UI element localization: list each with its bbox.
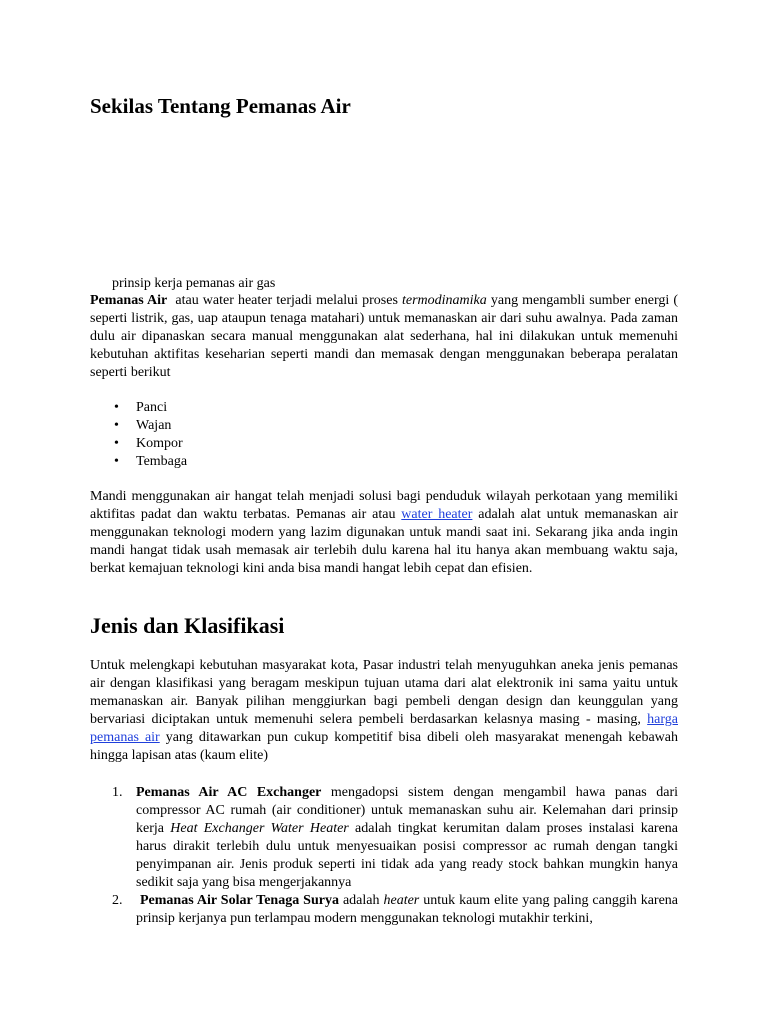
text-run: adalah tingkat kerumitan dalam proses instalasi karena harus dirakit terlebih dulu untuk menyesuaikan posisi compressor ac rumah dengan tangki penyimpanan air. Jenis produk seperti ini tidak ada yang ready stock bahkan mungkin hanya sedikit saja yang bisa mengerjakannya xyxy=(136,821,678,890)
text-run: mengadopsi sistem dengan mengambil hawa panas dari compressor AC rumah (air conditioner) untuk memanaskan suhu air. Kelemahan dari prinsip kerja xyxy=(136,785,678,836)
list-item xyxy=(90,784,678,892)
text-run: adalah alat untuk memanaskan air menggunakan teknologi modern yang lazim digunakan untuk mandi saat ini. Sekarang jika anda ingin mandi hangat tidak usah memasak air terlebih dulu karena hal itu hanya akan membuang waktu saja, berkat kemajuan teknologi kini anda bisa mandi hangat lebih cepat dan efisien. xyxy=(90,507,678,576)
list-item: • Kompor xyxy=(90,435,187,453)
italic-term: Heat Exchanger Water Heater xyxy=(170,821,349,836)
text-run: yang mengambli sumber energi ( seperti listrik, gas, uap ataupun tenaga matahari) untuk memanaskan air dari suhu awalnya. Pada zaman dulu air dipanaskan secara manual menggunakan alat sederhana, hal ini dilakukan untuk memenuhi kebutuhan aktifitas keseharian seperti mandi dan memasak dengan menggunakan beberapa peralatan seperti berikut xyxy=(90,293,678,380)
text-run: atau water heater terjadi melalui proses xyxy=(167,293,402,308)
italic-term: termodinamika xyxy=(402,293,487,308)
text-run: Untuk melengkapi kebutuhan masyarakat kota, Pasar industri telah menyuguhkan aneka jenis pemanas air dengan klasifikasi yang beragam meskipun tujuan utama dari alat elektronik ini sama yaitu untuk memanaskan air. Banyak pilihan menggiurkan bagi pembeli dengan design dan keunggulan yang bervariasi diciptakan untuk memenuhi selera pembeli berdasarkan kelasnya masing - masing, xyxy=(90,658,678,727)
list-number: 2. xyxy=(112,893,123,908)
image-caption: prinsip kerja pemanas air gas xyxy=(112,276,276,291)
text-run: adalah xyxy=(338,893,384,908)
page-title: Sekilas Tentang Pemanas Air xyxy=(90,94,351,118)
intro-paragraph xyxy=(90,292,678,382)
text-run: Mandi menggunakan air hangat telah menjadi solusi bagi penduduk wilayah perkotaan yang memiliki aktifitas padat dan waktu terbatas. Pemanas air atau xyxy=(90,489,678,522)
bold-term: Pemanas Air xyxy=(90,293,168,308)
list-number: 1. xyxy=(112,785,123,800)
bullet-list xyxy=(90,399,187,471)
text-run: yang ditawarkan pun cukup kompetitif bisa dibeli oleh masyarakat menengah kebawah hingga lapisan atas (kaum elite) xyxy=(90,730,679,763)
section-heading: Jenis dan Klasifikasi xyxy=(90,613,285,638)
text-run: untuk kaum elite yang paling canggih karena prinsip kerjanya pun terlampau modern menggunakan teknologi mutakhir terkini, xyxy=(136,893,679,926)
numbered-list xyxy=(90,784,678,928)
list-item: • Panci xyxy=(90,399,187,417)
italic-term: heater xyxy=(383,893,420,908)
list-item: • Wajan xyxy=(90,417,187,435)
bold-term: Pemanas Air Solar Tenaga Surya xyxy=(136,893,339,908)
body-paragraph xyxy=(90,657,678,765)
list-item: • Tembaga xyxy=(90,453,187,471)
body-paragraph xyxy=(90,488,678,578)
list-item xyxy=(90,892,678,928)
water-heater-link[interactable]: water heater xyxy=(401,507,473,522)
harga-pemanas-air-link[interactable]: harga pemanas air xyxy=(90,712,678,745)
bold-term: Pemanas Air AC Exchanger xyxy=(136,785,322,800)
